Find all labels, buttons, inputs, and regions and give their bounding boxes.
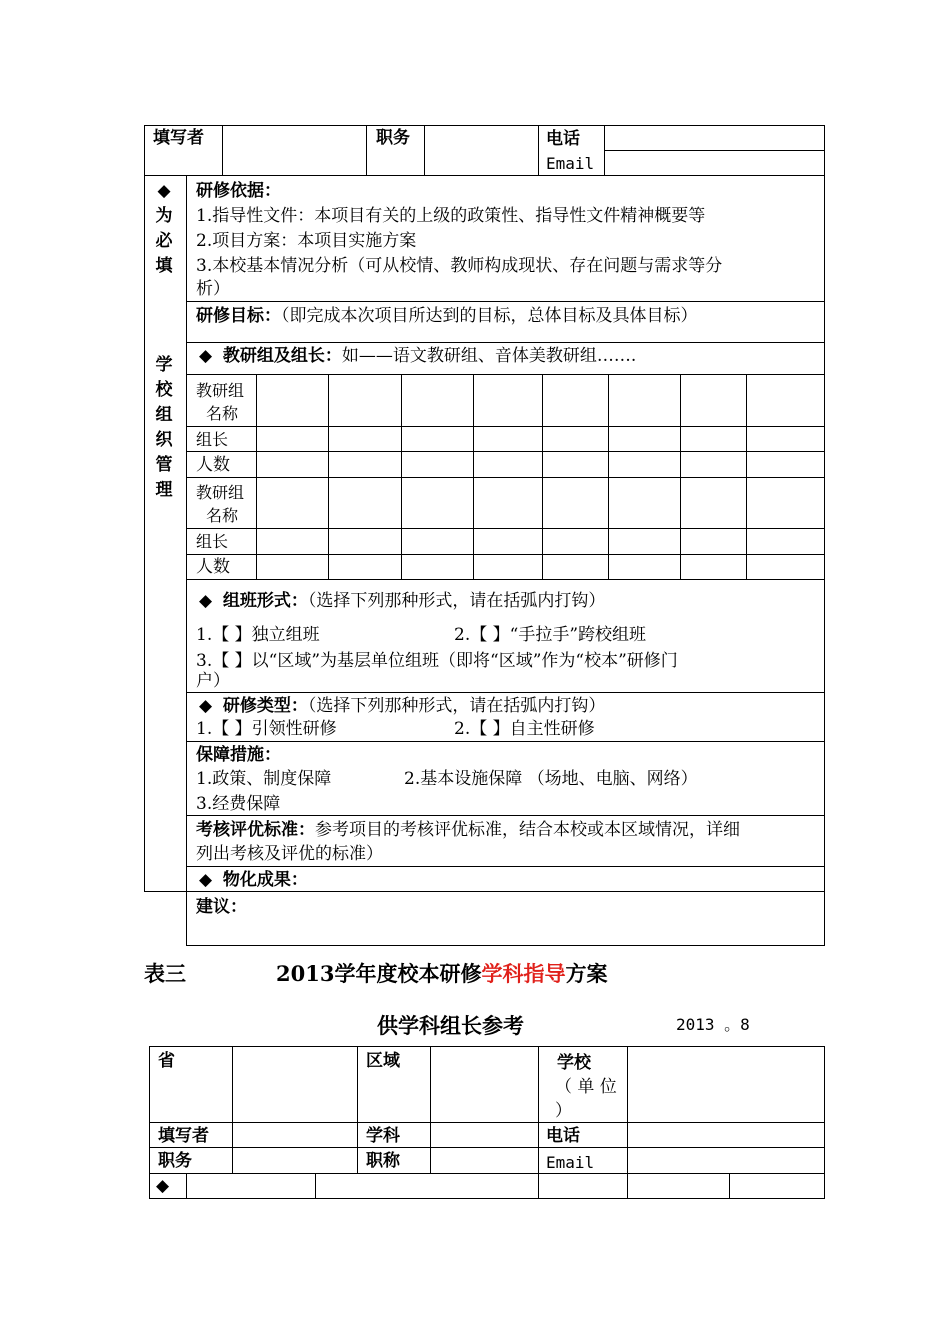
phone-label: 电话 [546,1126,580,1146]
guarantee-option-2: 2.基本设施保障 （场地、电脑、网络） [404,769,698,789]
table-3-label: 表三 [144,961,186,986]
position-label: 职务 [376,128,410,148]
class-form-option-3: 3.【 】以“区域”为基层单位组班（即将“区域”作为“校本”研修门 [196,651,678,671]
group-count-label: 人数 [196,557,230,577]
guarantee-option-1: 1.政策、制度保障 [196,769,332,789]
class-form-option-2: 2.【 】“手拉手”跨校组班 [454,625,647,645]
group-name-label: 教研组 名称 [196,483,245,525]
guarantee-option-3: 3.经费保障 [196,794,281,814]
diamond-icon: ◆ [199,591,213,611]
study-type-option-1: 1.【 】引领性研修 [196,719,337,739]
group-count-label: 人数 [196,455,230,475]
diamond-icon: ◆ [156,1176,170,1196]
goal-row: 研修目标：（即完成本次项目所达到的目标，总体目标及具体目标） [196,306,698,326]
phone-label: 电话 [546,129,580,149]
results-row: ◆ 物化成果： [199,870,308,890]
diamond-icon: ◆ [199,696,213,716]
study-type-row: ◆ 研修类型：（选择下列那种形式，请在括弧内打钩） [199,696,606,716]
diamond-icon: ◆ [199,346,213,366]
section-column: 学 校 组 织 管 理 [155,355,173,500]
basis-section: 研修依据： 1.指导性文件：本项目有关的上级的政策性、指导性文件精神概要等 2.项目方案：本项目实施方案 3.本校基本情况分析（可从校情、教师构成现状、存在问题与需求等分 [196,181,723,276]
position-label: 职务 [158,1151,192,1171]
class-form-option-1: 1.【 】独立组班 [196,625,320,645]
table-3-title: 2013学年度校本研修学科指导方案 [276,961,608,986]
guarantee-title: 保障措施： [196,745,281,765]
group-leader-label: 组长 [196,532,229,551]
title-label: 职称 [366,1151,400,1171]
subtitle: 供学科组长参考 [377,1013,524,1038]
assess-row: 考核评优标准：参考项目的考核评优标准，结合本校或本区域情况，详细 [196,820,740,840]
diamond-icon: ◆ [199,870,213,890]
group-name-label: 教研组 名称 [196,381,245,423]
diamond-icon: ◆ [157,181,171,201]
email-label: Email [546,154,595,173]
email-label: Email [546,1153,595,1172]
filler-label: 填写者 [158,1126,209,1146]
groups-row: ◆ 教研组及组长：如——语文教研组、音体美教研组……. [199,346,637,366]
advice-label: 建议： [196,897,247,917]
subject-label: 学科 [366,1126,400,1146]
study-type-option-2: 2.【 】自主性研修 [454,719,595,739]
group-leader-label: 组长 [196,430,229,449]
required-column: ◆ 为 必 填 [149,179,179,279]
filler-label: 填写者 [153,128,204,148]
class-form-row: ◆ 组班形式：（选择下列那种形式，请在括弧内打钩） [199,591,606,611]
school-label: 学校 （ 单 位 ） [555,1053,617,1121]
region-label: 区域 [366,1051,400,1071]
subtitle-date: 2013 。8 [676,1015,750,1034]
province-label: 省 [158,1051,175,1071]
